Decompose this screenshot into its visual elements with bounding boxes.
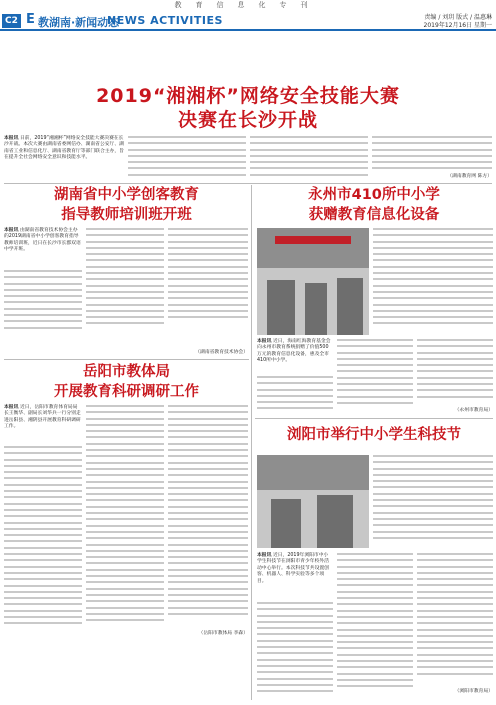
article-d-source: 本报讯 — [257, 553, 272, 558]
column-divider — [251, 185, 252, 700]
article-c-title — [4, 362, 249, 402]
article-b-credit: （永州市教育局） — [454, 408, 493, 413]
article-d-lead-text: 近日，2019年浏阳市中小学生科技节在浏阳市青少年校外活动中心举行。本次科技节共设置创客、机器人、科学实验等多个项目。 — [257, 553, 329, 584]
editor-line: 责编 / 刘玥 版式 / 温惠琳 — [424, 14, 492, 21]
article-c-lead — [4, 405, 82, 431]
article-d-body-col2 — [337, 553, 413, 698]
main-headline-line2: 决赛在长沙开战 — [177, 109, 318, 131]
article-b-title-line1: 永州市410所中小学 — [308, 187, 440, 203]
main-article-source: 本报讯 — [4, 136, 19, 141]
article-d-photo — [257, 455, 369, 548]
date-line: 2019年12月16日 星期一 — [423, 22, 492, 29]
article-b-source: 本报讯 — [257, 339, 272, 344]
main-article-body-col3 — [250, 136, 368, 180]
main-headline-line1: 2019“湘湘杯”网络安全技能大赛 — [96, 85, 400, 107]
article-b-lead-text: 近日，海南红海教育基金会向永州市教育系统捐赠了价值500万元的教育信息化设备，惠及全市410所中小学。 — [257, 339, 331, 364]
article-a-lead — [4, 228, 82, 254]
article-a-body-col3 — [168, 228, 248, 332]
page-number-tag: C2 — [2, 14, 21, 28]
masthead — [0, 0, 496, 38]
article-c-lead-text: 近日，岳阳市教育体育局局长王衡华、副局长刘华兵一行分别走进岳阳县、湘阴县开展教育科研调研工作。 — [4, 405, 81, 430]
article-c-title-line1: 岳阳市教体局 — [83, 364, 170, 380]
masthead-strip-title: 教育信息化专刊 — [174, 1, 322, 9]
article-d-credit: （浏阳市教育局） — [454, 689, 493, 694]
section-name: 教湖南·新闻动态 — [38, 16, 120, 29]
article-c-credit: （岳阳市教体局 李森） — [198, 631, 248, 636]
section-letter: E — [26, 12, 35, 27]
article-d-body-col1 — [257, 602, 333, 698]
divider — [4, 183, 492, 184]
divider — [255, 418, 493, 419]
divider — [4, 359, 249, 360]
article-d-lead — [257, 553, 333, 585]
article-d-title: 浏阳市举行中小学生科技节 — [287, 427, 461, 443]
masthead-rule — [0, 29, 496, 31]
article-c-source: 本报讯 — [4, 405, 19, 410]
section-bar — [0, 14, 496, 36]
article-d-body-right-top — [373, 455, 493, 548]
main-article-credit: （湖南教育网 陈方） — [447, 174, 492, 179]
main-article-body-col2 — [128, 136, 246, 180]
article-b-body-col3 — [417, 339, 493, 405]
article-b-lead — [257, 339, 333, 365]
article-a-title-line2: 指导教师培训班开班 — [61, 207, 192, 223]
article-c-body-col1 — [4, 446, 82, 636]
article-a-credit: （湖南省教育技术协会） — [195, 350, 248, 355]
article-c-body-col3 — [168, 405, 248, 627]
issue-info — [372, 14, 492, 30]
article-c-body-col2 — [86, 405, 164, 635]
article-a-title — [4, 185, 249, 225]
main-article-body-col4 — [372, 136, 492, 172]
article-b-title-line2: 获赠教育信息化设备 — [308, 207, 440, 223]
article-a-source: 本报讯 — [4, 228, 19, 233]
article-d-body-col3 — [417, 553, 493, 687]
article-b-body-col1 — [257, 376, 333, 412]
article-a-body-col2 — [86, 228, 164, 336]
article-a-body-col1 — [4, 270, 82, 336]
article-b-photo — [257, 228, 369, 335]
article-a-lead-text: 由湖南省教育技术协会主办的2019湖南省中小学创客教育指导教师培训班，近日在长沙市长郡双语中学开班。 — [4, 228, 81, 253]
article-b-title — [255, 185, 493, 225]
main-article-lead — [4, 136, 124, 162]
main-headline — [0, 84, 496, 132]
article-a-title-line1: 湖南省中小学创客教育 — [54, 187, 199, 203]
main-article-lead-text: 日前，2019“湘湘杯”网络安全技能大赛决赛在长沙开战。本次大赛由湖南省委网信办、湖南省公安厅、湖南省工业和信息化厅、湖南省教育厅等部门联合主办，旨在提升全社会网络安全意识和技能水平。 — [4, 136, 124, 161]
article-c-title-line2: 开展教育科研调研工作 — [54, 384, 199, 400]
article-b-body-col2 — [337, 339, 413, 413]
article-b-body-right — [373, 228, 493, 335]
section-english-name: NEWS ACTIVITIES — [107, 14, 223, 27]
